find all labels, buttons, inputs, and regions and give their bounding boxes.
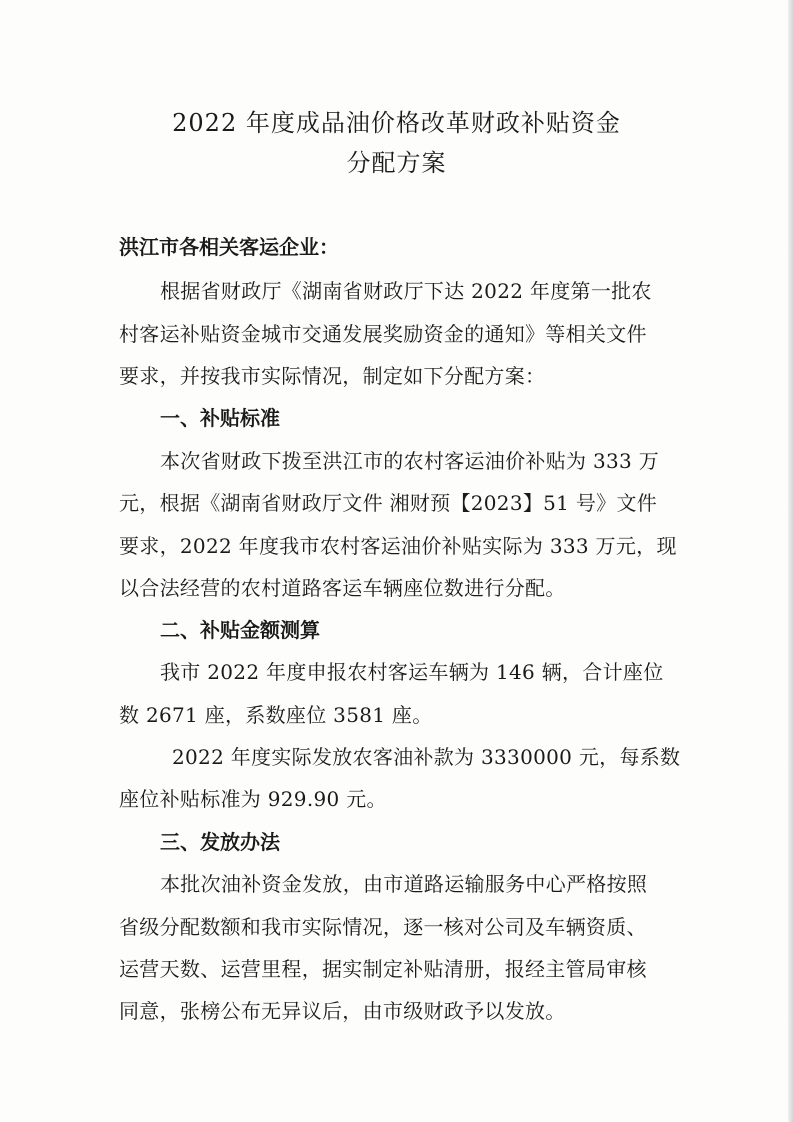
section2-line: 数 2671 座，系数座位 3581 座。 (119, 703, 433, 727)
section2-line: 我市 2022 年度申报农村客运车辆为 146 辆，合计座位 (160, 660, 664, 684)
intro-line: 村客运补贴资金城市交通发展奖励资金的通知》等相关文件 (119, 322, 647, 346)
section1-line: 要求，2022 年度我市农村客运油价补贴实际为 333 万元，现 (119, 534, 677, 558)
section2-line: 2022 年度实际发放农客油补款为 3330000 元，每系数 (172, 745, 681, 769)
section-heading-subsidy-standard: 一、补贴标准 (160, 406, 280, 430)
section1-line: 元，根据《湖南省财政厅文件 湘财预【2023】51 号》文件 (119, 491, 658, 515)
section3-line: 省级分配数额和我市实际情况，逐一核对公司及车辆资质、 (119, 915, 647, 939)
section3-line: 同意，张榜公布无异议后，由市级财政予以发放。 (119, 999, 566, 1023)
section3-line: 本批次油补资金发放，由市道路运输服务中心严格按照 (160, 872, 648, 896)
intro-line: 要求，并按我市实际情况，制定如下分配方案： (119, 364, 546, 388)
document-title-line-2: 分配方案 (346, 149, 447, 177)
salutation: 洪江市各相关客运企业： (119, 235, 339, 259)
section-heading-amount-calculation: 二、补贴金额测算 (160, 618, 320, 642)
section-heading-distribution-method: 三、发放办法 (160, 830, 280, 854)
section3-line: 运营天数、运营里程，据实制定补贴清册，报经主管局审核 (119, 957, 647, 981)
document-title-line-1: 2022 年度成品油价格改革财政补贴资金 (172, 109, 621, 137)
intro-line: 根据省财政厅《湖南省财政厅下达 2022 年度第一批农 (160, 279, 652, 303)
section1-line: 以合法经营的农村道路客运车辆座位数进行分配。 (119, 576, 566, 600)
section1-line: 本次省财政下拨至洪江市的农村客运油价补贴为 333 万 (160, 449, 659, 473)
section2-line: 座位补贴标准为 929.90 元。 (119, 787, 387, 811)
